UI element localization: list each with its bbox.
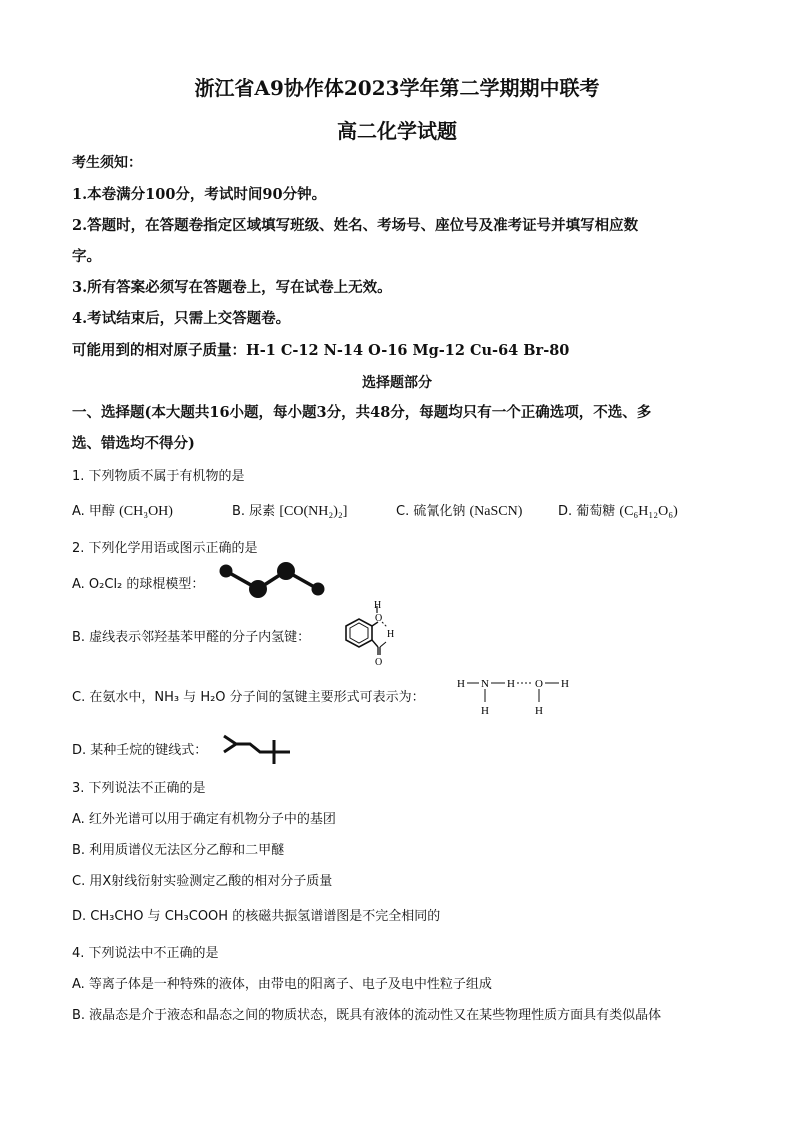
section-heading: 一、选择题(本大题共16小题，每小题3分，共48分，每题均只有一个正确选项，不选、多 [72,404,652,421]
q2-option-a: A. O₂Cl₂ 的球棍模型： [72,577,205,592]
q1-option-a [72,500,173,520]
q3-stem: 3. 下列说法不正确的是 [72,781,206,796]
q1-option-c [396,500,522,520]
notice-item-3: 3.所有答案必须写在答题卷上，写在试卷上无效。 [72,279,392,296]
h-atom-label: H [374,600,382,611]
q2-stem: 2. 下列化学用语或图示正确的是 [72,541,258,556]
q1-c-formula: (NaSCN) [469,504,523,519]
q1-d-label: D. 葡萄糖 [558,504,616,519]
atomic-masses: 可能用到的相对原子质量：H-1 C-12 N-14 O-16 Mg-12 Cu-64 Br-80 [72,342,570,359]
q1-option-b [232,500,347,520]
q3-option-d: D. CH₃CHO 与 CH₃COOH 的核磁共振氢谱谱图是不完全相同的 [72,909,441,924]
q3-option-c: C. 用X射线衍射实验测定乙酸的相对分子质量 [72,874,333,889]
q3-option-a: A. 红外光谱可以用于确定有机物分子中的基团 [72,812,336,827]
q3-option-b: B. 利用质谱仪无法区分乙醇和二甲醚 [72,843,285,858]
notice-item-1: 1.本卷满分100分，考试时间90分钟。 [72,186,327,203]
hydroxybenzaldehyde-structure-icon [332,602,402,670]
q1-b-label: B. 尿素 [232,504,276,519]
section-heading-cont: 选、错选均不得分) [72,435,195,452]
h-atom-label: H [387,629,395,640]
notice-item-4: 4.考试结束后，只需上交答题卷。 [72,310,291,327]
o-atom-label: O [535,678,543,690]
nonane-skeletal-formula-icon [222,730,292,766]
h-atom-label: H [507,678,515,690]
ball-stick-model-icon [218,562,328,598]
q4-stem: 4. 下列说法中不正确的是 [72,946,219,961]
n-atom-label: N [481,678,489,690]
o-atom-label: O [375,613,383,624]
o-atom-label: O [375,657,383,668]
q4-option-b: B. 液晶态是介于液态和晶态之间的物质状态，既具有液体的流动性又在某些物理性质方面具有类似晶体 [72,1008,662,1023]
section-name: 选择题部分 [362,375,432,391]
q2-option-b: B. 虚线表示邻羟基苯甲醛的分子内氢键： [72,630,311,645]
q1-a-formula: (CH₃OH) [119,504,173,519]
h-atom-label: H [535,705,543,717]
q2-option-c: C. 在氨水中，NH₃ 与 H₂O 分子间的氢键主要形式可表示为： [72,690,425,705]
exam-title: 浙江省A9协作体2023学年第二学期期中联考 [194,76,600,100]
q4-option-a: A. 等离子体是一种特殊的液体，由带电的阳离子、电子及电中性粒子组成 [72,977,492,992]
notice-heading: 考生须知： [72,155,142,171]
h-atom-label: H [561,678,569,690]
q1-c-label: C. 硫氰化钠 [396,504,466,519]
h-atom-label: H [481,705,489,717]
notice-item-2: 2.答题时，在答题卷指定区域填写班级、姓名、考场号、座位号及准考证号并填写相应数 [72,217,639,234]
q1-option-d [558,500,678,520]
q1-b-formula: [CO(NH₂)₂] [279,504,348,519]
q1-d-formula: (C₆H₁₂O₆) [619,504,678,519]
q1-stem: 1. 下列物质不属于有机物的是 [72,469,245,484]
q1-a-label: A. 甲醇 [72,504,115,519]
q2-option-d: D. 某种壬烷的键线式： [72,743,208,758]
exam-subtitle: 高二化学试题 [337,119,457,143]
hydrogen-bond-structure-icon [455,672,585,720]
notice-item-2-cont: 字。 [72,248,101,265]
h-atom-label: H [457,678,465,690]
